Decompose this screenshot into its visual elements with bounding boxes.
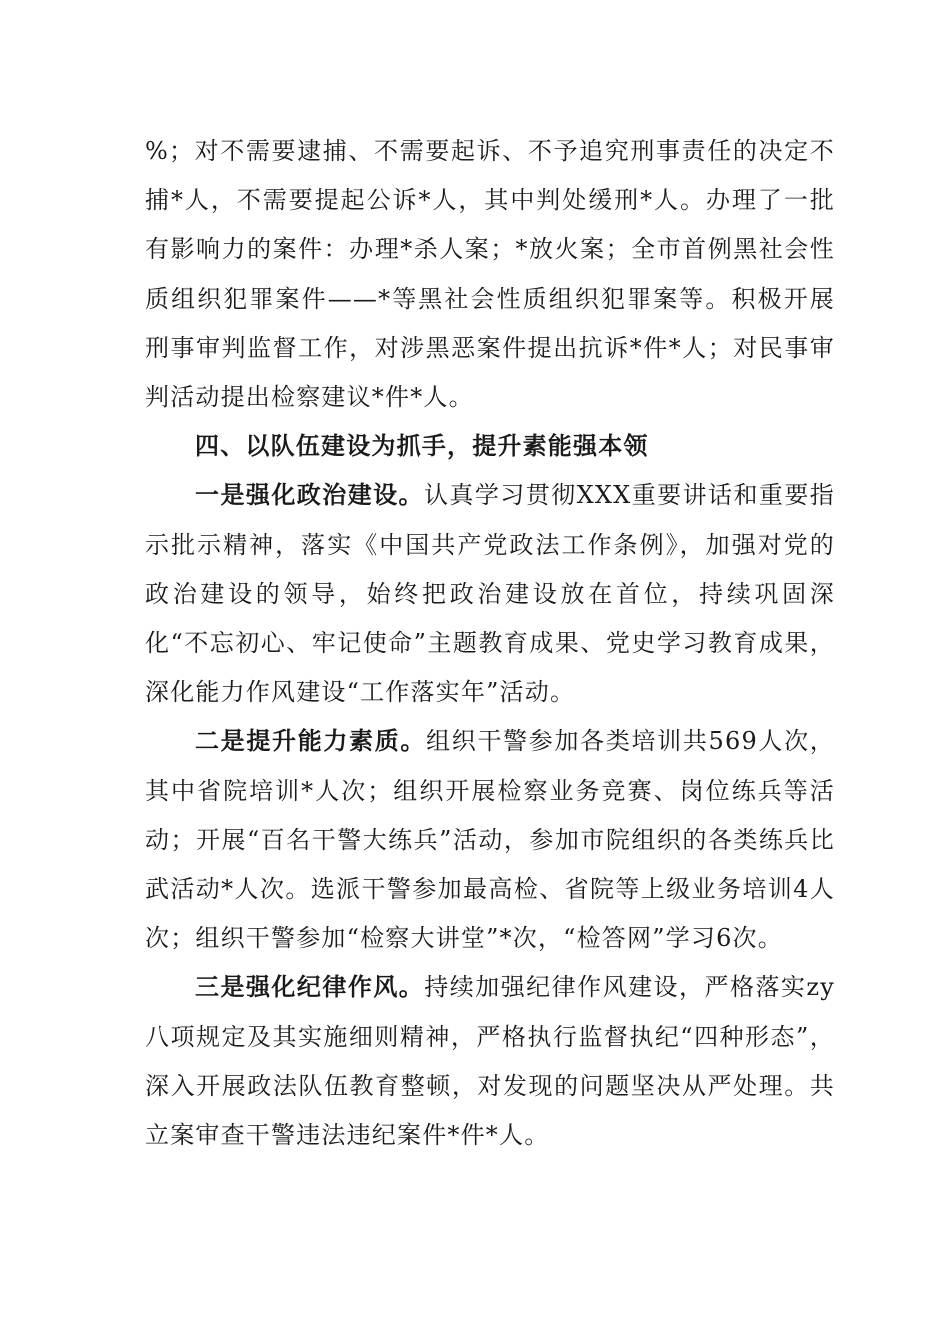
- section-heading: 四、以队伍建设为抓手，提升素能强本领: [195, 432, 649, 461]
- paragraph-body: 持续加强纪律作风建设，严格落实zy八项规定及其实施细则精神，严格执行监督执纪“四种形态”，深入开展政法队伍教育整顿，对发现的问题坚决从严处理。共立案审查干警违法违纪案件*件*人。: [145, 973, 835, 1150]
- paragraph-ability-quality: [145, 717, 835, 963]
- document-page: [145, 127, 835, 1160]
- paragraph-lead: 一是强化政治建设。: [195, 481, 424, 510]
- paragraph-lead: 二是提升能力素质。: [195, 727, 427, 756]
- paragraph-lead: 三是强化纪律作风。: [195, 973, 425, 1002]
- paragraph-body: 认真学习贯彻XXX重要讲话和重要指示批示精神，落实《中国共产党政法工作条例》，加强对党的政治建设的领导，始终把政治建设放在首位，持续巩固深化“不忘初心、牢记使命”主题教育成果、党史学习教育成果，深化能力作风建设“工作落实年”活动。: [145, 481, 835, 707]
- paragraph-political-building: [145, 471, 835, 717]
- paragraph-discipline-style: [145, 963, 835, 1160]
- continuation-paragraph: %；对不需要逮捕、不需要起诉、不予追究刑事责任的决定不捕*人，不需要提起公诉*人，其中判处缓刑*人。办理了一批有影响力的案件：办理*杀人案；*放火案；全市首例黑社会性质组织犯罪案件——*等黑社会性质组织犯罪案等。积极开展刑事审判监督工作，对涉黑恶案件提出抗诉*件*人；对民事审判活动提出检察建议*件*人。: [145, 137, 835, 412]
- paragraph-body: 组织干警参加各类培训共569人次，其中省院培训*人次；组织开展检察业务竞赛、岗位练兵等活动；开展“百名干警大练兵”活动，参加市院组织的各类练兵比武活动*人次。选派干警参加最高检、省院等上级业务培训4人次；组织干警参加“检察大讲堂”*次，“检答网”学习6次。: [145, 727, 835, 953]
